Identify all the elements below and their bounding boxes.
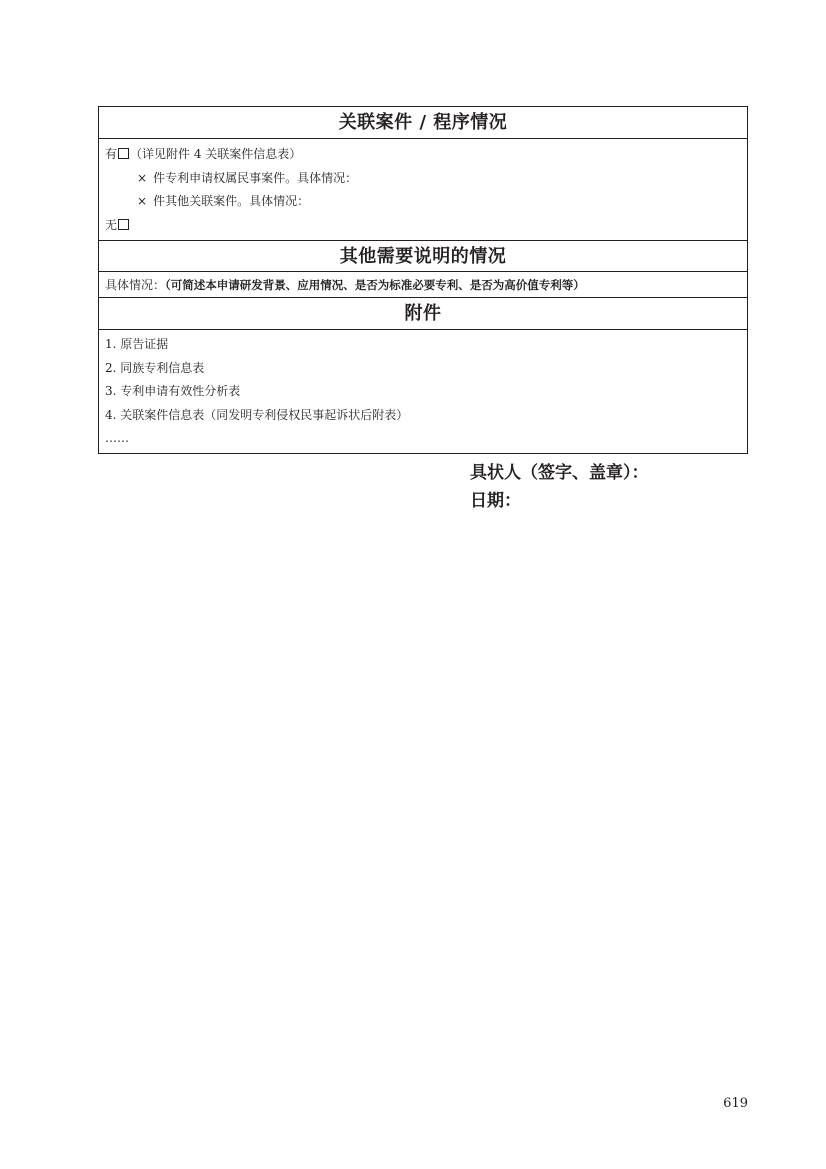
attachment-item: 1. 原告证据: [105, 337, 169, 351]
has-checkbox[interactable]: [118, 148, 129, 159]
attachments-list: [99, 330, 747, 453]
page-number: 619: [723, 1096, 748, 1111]
related-cases-section: [99, 139, 747, 240]
other-info-heading: 其他需要说明的情况: [99, 240, 747, 272]
none-label: 无: [105, 217, 118, 232]
civil-cases-text: 件专利申请权属民事案件。具体情况：: [153, 170, 358, 185]
attachment-item: 2. 同族专利信息表: [105, 360, 205, 375]
none-checkbox[interactable]: [118, 219, 129, 230]
related-cases-none-line: [105, 214, 741, 238]
other-info-row: [99, 272, 747, 298]
related-civil-cases-line: [105, 167, 741, 191]
date-label: 日期：: [470, 491, 521, 511]
has-label: 有: [105, 147, 118, 161]
signature-block: [470, 459, 649, 515]
attachment-item: 4. 关联案件信息表（同发明专利侵权民事起诉状后附表）: [105, 407, 409, 422]
signer-label: 具状人（签字、盖章）：: [470, 463, 649, 483]
has-note: （详见附件 4 关联案件信息表）: [130, 147, 302, 161]
related-cases-has-line: [105, 143, 741, 167]
other-info-hint: （可简述本申请研发背景、应用情况、是否为标准必要专利、是否为高价值专利等）: [165, 278, 585, 292]
attachment-item-ellipsis: ……: [105, 431, 129, 446]
other-cases-text: 件其他关联案件。具体情况：: [153, 194, 310, 208]
complaint-form-table: [98, 106, 748, 454]
other-info-label: 具体情况：: [105, 278, 166, 292]
times-symbol: ×: [137, 194, 148, 208]
times-symbol: ×: [137, 170, 148, 185]
attachments-heading: 附件: [99, 298, 747, 330]
related-cases-heading: 关联案件 / 程序情况: [99, 107, 747, 139]
attachment-item: 3. 专利申请有效性分析表: [105, 384, 241, 399]
related-other-cases-line: [105, 190, 741, 214]
